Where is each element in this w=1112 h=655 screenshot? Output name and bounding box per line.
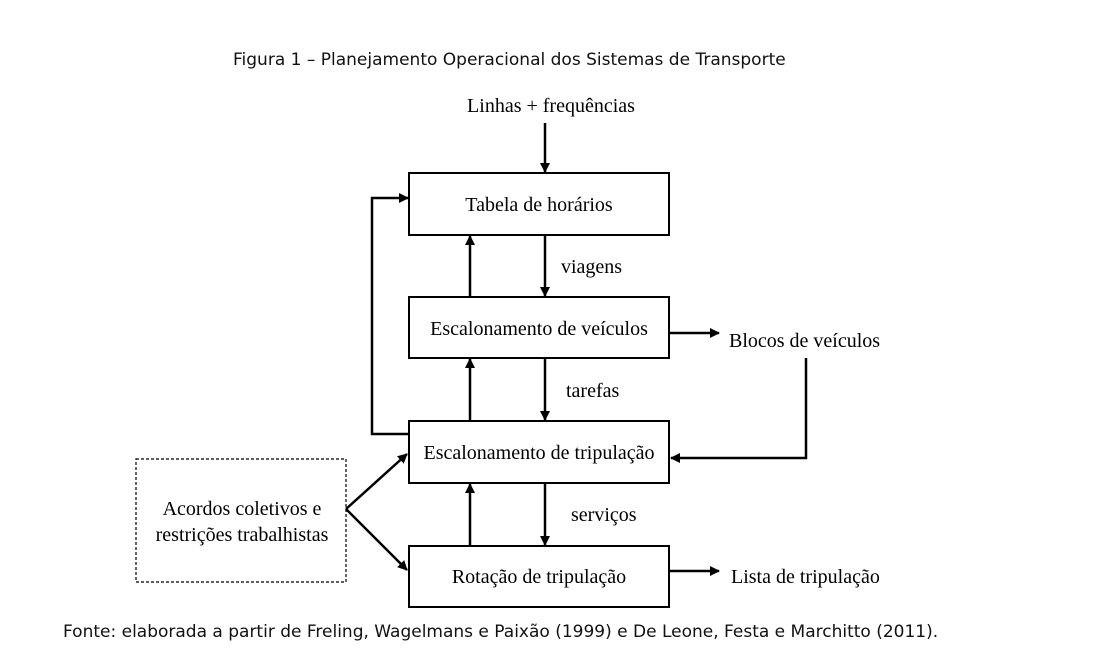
arrow-constraints-to-rostering <box>346 509 407 570</box>
constraints-box <box>136 459 346 582</box>
output-crew-list: Lista de tripulação <box>731 566 880 588</box>
arrow-vehicle-blocks-to-crew-scheduling <box>671 358 806 458</box>
output-vehicle-blocks: Blocos de veículos <box>729 330 881 352</box>
vehicle-scheduling-box <box>409 297 669 358</box>
edge-label-services: serviços <box>571 504 637 526</box>
figure-source: Fonte: elaborada a partir de Freling, Wagelmans e Paixão (1999) e De Leone, Festa e Marchitto (2011). <box>63 622 939 642</box>
timetable-label: Tabela de horários <box>465 194 613 216</box>
crew-scheduling-label: Escalonamento de tripulação <box>423 442 655 464</box>
constraints-label-line1: Acordos coletivos e <box>162 498 322 520</box>
crew-scheduling-box <box>409 421 669 483</box>
edge-label-tasks: tarefas <box>566 380 620 402</box>
vehicle-scheduling-label: Escalonamento de veículos <box>430 318 648 340</box>
constraints-label-line2: restrições trabalhistas <box>155 524 329 546</box>
input-label-lines-frequencies: Linhas + frequências <box>467 95 635 117</box>
crew-rostering-label: Rotação de tripulação <box>451 566 627 588</box>
crew-rostering-box <box>409 546 669 607</box>
arrow-constraints-to-crew-scheduling <box>346 454 407 509</box>
timetable-box <box>409 173 669 235</box>
arrow-loop-crew-to-timetable <box>372 198 409 434</box>
figure-title: Figura 1 – Planejamento Operacional dos Sistemas de Transporte <box>233 50 786 70</box>
edge-label-trips: viagens <box>561 256 623 278</box>
